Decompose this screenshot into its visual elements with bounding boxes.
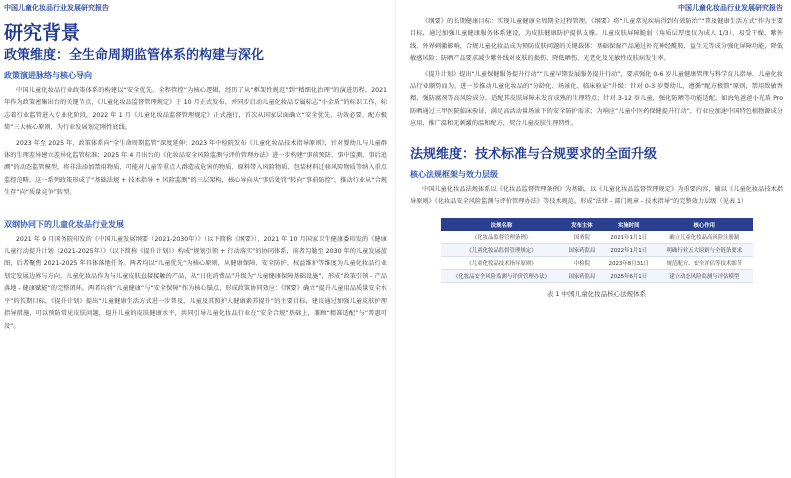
- table-cell: 2021年1月1日: [601, 231, 656, 244]
- policy-heading: 政策维度：全生命周期监管体系的构建与深化: [4, 48, 265, 63]
- regulation-table: [441, 218, 753, 283]
- table-cell: 规范配方、安全评估等技术细节: [656, 257, 752, 270]
- table-cell: 国家药监局: [562, 270, 601, 283]
- table-header-name: 法规名称: [441, 218, 563, 231]
- table-row: [441, 244, 753, 257]
- table-header-row: [441, 218, 753, 231]
- table-cell: 《儿童化妆品监督管理规定》: [441, 244, 563, 257]
- table-cell: 《儿童化妆品技术指导原则》: [441, 257, 563, 270]
- left-page: [0, 0, 395, 478]
- table-row: [441, 270, 753, 283]
- table-cell: 确立儿童化妆品高风险注册制: [656, 231, 752, 244]
- table-cell: 国务院: [562, 231, 601, 244]
- table-cell: 《化妆品监督管理条例》: [441, 231, 563, 244]
- table-cell: 2023年8月31日: [601, 257, 656, 270]
- regulation-heading: 法规维度：技术标准与合规要求的全面升级: [410, 146, 658, 162]
- policy-paragraph-2: 2023 年至 2025 年，政策体系向“全生命周期监管”深度延伸：2023 年中检院发布《儿童化妆品技术指导原则》，针对婴幼儿与儿童群体的生理差异建立差异化监管标准；2025 年 4 月出台的《化妆品安全风险监测与评价管理办法》进一步构建“事前预防、事中监测、事后追溯”的动态监管模型，将非法添加禁用物质、可能对儿童等重点人群造成危害的物质、原料带入风险物质、包装材料迁移风险物质等纳入重点监控范畴。这一系列政策形成了“基础法规 + 技术指导 + 风险监测”的三层架构，核心导向从“事后处罚”转向“事前防控”，推动行业从“合规生存”向“质量竞争”转型。: [4, 139, 387, 197]
- section-title: 研究背景: [4, 22, 81, 44]
- table-cell: 2025年6月1日: [601, 270, 656, 283]
- table-cell: 建立动态风险监测与评估模型: [656, 270, 752, 283]
- table-cell: 中检院: [562, 257, 601, 270]
- table-cell: 国家药监局: [562, 244, 601, 257]
- running-head-right: 中国儿童化妆品行业发展研究报告: [678, 4, 783, 12]
- table-header-role: 核心作用: [656, 218, 752, 231]
- table-header-date: 实施时间: [601, 218, 656, 231]
- regulation-paragraph: 中国儿童化妆品法规体系以《化妆品监督管理条例》为基础，以《儿童化妆品监督管理规定》为重要内容，辅以《儿童化妆品技术指导原则》《化妆品安全风险监测与评价管理办法》等技术规范，形成“法律 - 部门规章 - 技术指导”的完整效力层级（见表 1）: [410, 185, 783, 206]
- plan-paragraph: 《提升计划》提出“儿童保健服务提升行动”“儿童早期发展服务提升行动”，要求强化 0-6 岁儿童健康管理与科学育儿指导，儿童化妆品行业顺势而为，进一步推动儿童化妆品的“分龄化、场景化、临床验证”升级：针对 0-3 岁婴幼儿，遵循“配方极简”原则，禁用致敏香精、强防腐剂等高风险成分，适配其皮肤屏障未发育成熟的生理特点；针对 3-12 岁儿童，强化防晒等功能适配，如海龟爸爸小光盾 Pro 防晒通过三甲医院临床验证，满足高活动量场景下的安全防护需求；为响应“儿童中医药保健提升行动”，行业应加速中国特色植物源成分应用，推广温和无刺激的温和配方，契合儿童皮肤生理特性。: [410, 70, 783, 128]
- regulation-subheading: 核心法规框架与效力层级: [410, 169, 498, 179]
- table-cell: 明确行业五大原则与全链条要求: [656, 244, 752, 257]
- policy-paragraph-1: 中国儿童化妆品行业政策体系的构建以“安全优先、全程管控”为核心逻辑，经历了从“框架性规范”到“精细化治理”的演进历程。2021 年作为政策密集出台的关键节点，《儿童化妆品监督管理规定》于 10 月正式发布，并同步启动儿童化妆品专属标志“小金盾”的标识工作，标志着行业监管进入专业化阶段。2022 年 1 月《儿童化妆品监督管理规定》正式施行，首次从国家层面确立“安全优先、功效必要、配方极简”三大核心原则，为行业发展划定刚性底线。: [4, 87, 387, 132]
- table-row: [441, 257, 753, 270]
- table-row: [441, 231, 753, 244]
- table-header-issuer: 发布主体: [562, 218, 601, 231]
- table-cell: 《化妆品安全风险监测与评价管理办法》: [441, 270, 563, 283]
- table-caption: 表 1 中国儿童化妆品核心法规体系: [546, 290, 647, 299]
- synergy-paragraph: 2021 年 9 月国务院印发的《中国儿童发展纲要（2021-2030年）》（以下简称《纲要》），2021 年 10 月国家卫生健康委印发的《健康儿童行动提升计划（2021-2025年）》（以下简称《提升计划》）构成“规划引领 + 行动落实”的协同体系，前者勾勒至 2030 年的儿童发展蓝图，后者聚焦 2021-2025 年具体落地任务。两者均以“儿童优先”为核心原则，从健康保障、安全防护、权益维护等维度为儿童化妆品行业划定发展边界与方向，儿童化妆品作为与儿童皮肤直接接触的产品，从“日化消费品”升级为“儿童健康保障基础设施”，形成“政策引领 - 产品落地 - 健康赋能”的完整闭环。两者均将“儿童健康”与“安全保障”作为核心锚点，形成政策协同效应：《纲要》确立“提升儿童用品质量安全水平”的长期目标，《提升计划》提出“儿童健康生活方式进一步普及，儿童及其照护人健康素养提升”的主要目标，建议通过加强儿童皮肤护理指导措施，可以预防常见皮肤问题，提升儿童的皮肤健康水平，共同引导儿童化妆品行业在“安全合规”基础上，兼顾“精准适配”与“普惠可及”。: [4, 235, 387, 330]
- policy-subheading: 政策演进脉络与核心导向: [4, 71, 92, 80]
- table-cell: 2022年1月1日: [601, 244, 656, 257]
- right-page: [396, 0, 791, 478]
- outline-paragraph: 《纲要》的长期健康目标：实现儿童健康全周期全过程管理。《纲要》将“儿童常见疾病得到有效防治”“普及健康生活方式”作为主要目标，通过加强儿童健康服务体系建设，为皮肤健康防护提供支撑。儿童皮肤屏障脆弱（角质层厚度仅为成人 1/3），易受干燥、紫外线、外界刺激影响，合规儿童化妆品成为预防皮肤问题的关键载体：基础保湿产品通过补充神经酰胺、益生元等成分强化屏障功能，降低敏感风险；防晒产品要求减少紫外线对皮肤的损伤，降低晒伤、光老化及光敏性皮肤病发生率。: [410, 18, 783, 63]
- synergy-subheading: 双纲协同下的儿童化妆品行业发展: [4, 219, 124, 229]
- running-head-left: 中国儿童化妆品行业发展研究报告: [4, 4, 109, 12]
